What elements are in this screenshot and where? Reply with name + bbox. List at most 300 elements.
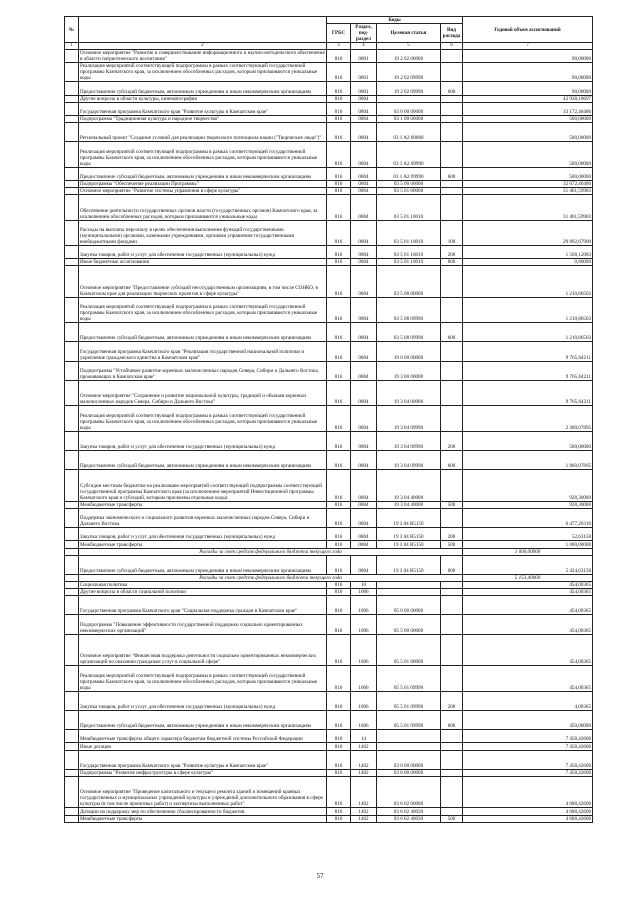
table-row [65,501,593,508]
cell-target: 05 0 00 00000 [377,596,441,615]
cell-vid [441,750,463,769]
cell-num [65,406,79,431]
cell-razdel: 1006 [351,666,377,691]
cell-vid: 600 [441,710,463,729]
cell-grbs: 816 [327,730,351,743]
cell-sum: 5 153,40000 [463,574,593,581]
page-number: 57 [316,872,324,880]
cell-target [377,743,441,750]
cell-grbs: 816 [327,195,351,220]
cell-vid [441,776,463,808]
cell-grbs: 816 [327,142,351,167]
cell-num [65,259,79,266]
cell-razdel: 0804 [351,180,377,187]
header-index-row [65,43,593,50]
cell-sum: 7 458,42600 [463,730,593,743]
cell-num [65,220,79,245]
header-vid: Вид расхода [441,24,463,43]
cell-vid: 500 [441,501,463,508]
cell-num [65,63,79,82]
cell-razdel: 0804 [351,259,377,266]
header-annual: Годовой объем ассигнований [463,17,593,43]
cell-name: Реализация мероприятий соответствующей подпрограммы в рамках соответствующей государственной программы Камчатского края, за исключением обособленных расходов, которым присваиваются уникальные коды [79,142,327,167]
cell-num [65,596,79,615]
cell-grbs: 816 [327,815,351,822]
cell-sum: 500,00000 [463,431,593,450]
cell-num [65,574,79,581]
cell-grbs: 816 [327,710,351,729]
cell-grbs: 816 [327,342,351,361]
cell-name: Подпрограмма "Развитие инфраструктуры в сфере культуры" [79,769,327,776]
cell-vid [441,743,463,750]
cell-name: Закупка товаров, работ и услуг для обеспечения государственных (муниципальных) нужд [79,528,327,541]
cell-razdel: 0804 [351,406,377,431]
cell-num [65,589,79,596]
cell-num [65,95,79,102]
cell-name: Закупка товаров, работ и услуг для обеспечения государственных (муниципальных) нужд [79,691,327,710]
cell-vid [441,361,463,380]
cell-target: 03 6 02 00000 [377,776,441,808]
table-row [65,180,593,187]
cell-sum: 29 892,67900 [463,220,593,245]
cell-vid: 600 [441,323,463,342]
cell-target: 03 0 00 00000 [377,102,441,115]
cell-vid [441,596,463,615]
cell-sum: 1 000,00000 [463,548,593,555]
cell-name: Предоставление субсидий бюджетным, автономным учреждениям и иным некоммерческим организациям [79,323,327,342]
cell-target: 19 2 02 09990 [377,82,441,95]
cell-num [65,380,79,405]
cell-name: Предоставление субсидий бюджетным, автономным учреждениям и иным некоммерческим организациям [79,710,327,729]
table-row [65,142,593,167]
table-row [65,115,593,122]
cell-name: Подпрограмма "Обеспечение реализации Программы" [79,180,327,187]
cell-vid [441,188,463,195]
cell-num [65,431,79,450]
table-row [65,167,593,180]
table-row [65,380,593,405]
cell-razdel: 0804 [351,195,377,220]
table-row [65,95,593,102]
cell-name: Социальная политика [79,581,327,588]
cell-vid: 100 [441,220,463,245]
cell-name: Иные дотации [79,743,327,750]
cell-target: 19 3 04 40000 [377,470,441,502]
cell-vid [441,63,463,82]
cell-razdel: 0804 [351,528,377,541]
cell-razdel: 0804 [351,451,377,470]
cell-grbs: 816 [327,589,351,596]
idx-4: 4 [351,43,377,50]
cell-name: Закупка товаров, работ и услуг для обеспечения государственных (муниципальных) нужд [79,431,327,450]
cell-num [65,730,79,743]
cell-sum: 928,30000 [463,470,593,502]
cell-sum: 1 210,86503 [463,323,593,342]
table-row [65,634,593,666]
cell-sum: 500,00000 [463,115,593,122]
cell-num [65,180,79,187]
cell-razdel: 1402 [351,743,377,750]
cell-num [65,123,79,142]
cell-name: Основное мероприятие "Развитие системы управления в сфере культуры" [79,188,327,195]
cell-razdel: 1006 [351,596,377,615]
table-row [65,297,593,322]
cell-target: 19 3 04 R5150 [377,555,441,574]
cell-name: Государственная программа Камчатского края "Развитие культуры в Камчатском крае" [79,750,327,769]
cell-grbs: 816 [327,769,351,776]
cell-num [65,548,79,555]
cell-num [65,297,79,322]
cell-razdel: 1402 [351,750,377,769]
cell-sum: 1 568,12083 [463,245,593,258]
cell-razdel: 0804 [351,95,377,102]
cell-name: Основное мероприятие "Развитие и совершенствование информационного и научно-методического обеспечения в области патриотического воспитания" [80,50,325,63]
cell-name: Региональный проект "Создание условий для реализации творческого потенциала нации ("Творческие люди")" [79,123,327,142]
cell-num [65,750,79,769]
cell-grbs: 816 [327,666,351,691]
cell-razdel: 0804 [351,431,377,450]
cell-grbs: 816 [327,634,351,666]
cell-num [65,323,79,342]
cell-vid [441,123,463,142]
cell-target: 05 5 01 09990 [377,691,441,710]
table-row [65,470,593,502]
budget-table [64,16,593,823]
table-row [65,102,593,115]
cell-num [65,691,79,710]
cell-grbs: 816 [327,470,351,502]
table-row [65,220,593,245]
cell-vid: 600 [441,167,463,180]
table-row [65,596,593,615]
cell-name: Реализация мероприятий соответствующей подпрограммы в рамках соответствующей государственной программы Камчатского края, за исключением обособленных расходов, которым присваиваются уникальные коды [79,406,327,431]
cell-num [65,743,79,750]
cell-grbs: 816 [327,188,351,195]
cell-vid [441,266,463,298]
cell-grbs: 816 [327,691,351,710]
cell-name: Поддержка экономического и социального развития коренных малочисленных народов Севера, Сибири и Дальнего Востока [79,508,327,527]
cell-sum: 33 172,46486 [463,102,593,115]
cell-name: Предоставление субсидий бюджетным, автономным учреждениям и иным некоммерческим организациям [79,555,327,574]
cell-razdel: 0804 [351,501,377,508]
cell-target: 05 5 01 09990 [377,666,441,691]
table-row [65,750,593,769]
table-row [65,342,593,361]
table-row [65,808,593,815]
cell-name: Реализация мероприятий соответствующей подпрограммы в рамках соответствующей государственной программы Камчатского края, за исключением обособленных расходов, которым присваиваются уникальные коды [79,297,327,322]
cell-grbs: 816 [327,451,351,470]
cell-sum: 7 458,42600 [463,769,593,776]
cell-grbs: 816 [327,380,351,405]
cell-grbs: 816 [327,102,351,115]
cell-razdel: 1402 [351,808,377,815]
cell-razdel: 0804 [351,220,377,245]
cell-razdel: 1006 [351,615,377,634]
cell-target: 03 1 00 00000 [377,115,441,122]
cell-sum: 1 000,00000 [463,541,593,548]
table-row [65,581,593,588]
cell-sum: 1 210,86503 [463,266,593,298]
table-row [65,666,593,691]
cell-num [65,581,79,588]
cell-num [65,769,79,776]
cell-sum: 52,63158 [463,528,593,541]
cell-target: 03 6 02 40030 [377,815,441,822]
cell-grbs: 816 [327,501,351,508]
cell-razdel: 0804 [351,102,377,115]
cell-grbs: 816 [327,82,351,95]
cell-num [65,361,79,380]
table-row [65,259,593,266]
cell-grbs: 816 [327,406,351,431]
cell-grbs: 816 [327,555,351,574]
cell-grbs: 816 [327,808,351,815]
cell-target: 03 5 01 10010 [377,195,441,220]
table-note-row [65,574,593,581]
cell-razdel: 0804 [351,188,377,195]
header-codes: Коды [327,17,463,24]
table-row [65,431,593,450]
cell-num [65,541,79,548]
cell-num [65,666,79,691]
cell-razdel: 1402 [351,769,377,776]
cell-name: Закупка товаров, работ и услуг для обеспечения государственных (муниципальных) нужд [79,245,327,258]
cell-razdel: 0804 [351,541,377,548]
cell-sum: 90,00000 [463,63,593,82]
cell-target: 19 3 04 09990 [377,431,441,450]
cell-grbs: 816 [327,259,351,266]
cell-razdel: 0804 [351,342,377,361]
header-grbs: ГРБС [327,24,351,43]
cell-razdel: 10 [351,581,377,588]
cell-name: Дотации на поддержку мер по обеспечению сбалансированности бюджетов [79,808,327,815]
cell-target: 05 5 01 00000 [377,634,441,666]
cell-vid [441,406,463,431]
cell-name: Подпрограмма "Традиционная культура и народное творчество" [79,115,327,122]
cell-num [65,470,79,502]
cell-target: 03 6 00 00000 [377,769,441,776]
cell-vid [441,50,463,63]
cell-vid [441,589,463,596]
cell-target: 05 5 01 09990 [377,710,441,729]
cell-target: 03 5 01 10010 [377,259,441,266]
cell-razdel: 0804 [351,142,377,167]
cell-vid [441,508,463,527]
cell-name: Государственная программа Камчатского края "Социальная поддержка граждан в Камчатском крае" [79,596,327,615]
cell-razdel: 0804 [351,508,377,527]
cell-sum: 4 688,42600 [463,808,593,815]
cell-grbs: 816 [327,361,351,380]
table-row [65,245,593,258]
cell-sum: 454,00365 [463,634,593,666]
cell-vid [441,115,463,122]
cell-sum: 2 360,07895 [463,406,593,431]
cell-target: 19 0 00 00000 [377,342,441,361]
idx-6: 6 [441,43,463,50]
header-name [79,17,327,43]
table-row [65,730,593,743]
cell-grbs: 816 [327,508,351,527]
cell-num [65,115,79,122]
cell-name: Основное мероприятие "Сохранение и развитие национальной культуры, традиций и обычаев коренных малочисленных народов Севера, Сибири и Дальнего Востока" [79,380,327,405]
table-row [65,691,593,710]
cell-razdel: 0804 [351,245,377,258]
cell-name: Межбюджетные трансферты общего характера бюджетам бюджетной системы Российской Федерации [79,730,327,743]
idx-5: 5 [377,43,441,50]
cell-num [65,808,79,815]
cell-target: 03 1 A2 09990 [377,142,441,167]
table-row [65,451,593,470]
cell-target [377,730,441,743]
cell-grbs: 816 [327,541,351,548]
cell-sum: 1 210,86503 [463,297,593,322]
cell-vid [441,342,463,361]
cell-razdel: 0804 [351,123,377,142]
table-row [65,541,593,548]
cell-name: Государственная программа Камчатского края "Развитие культуры в Камчатском крае" [79,102,327,115]
cell-vid [441,581,463,588]
table-row [65,195,593,220]
cell-name: Другие вопросы в области культуры, кинематографии [79,95,327,102]
cell-target [377,589,441,596]
table-row [65,361,593,380]
cell-target: 19 2 02 00000 [377,50,441,63]
cell-grbs: 816 [327,245,351,258]
cell-sum: 454,00365 [463,615,593,634]
cell-target: 03 5 01 10010 [377,245,441,258]
table-row [65,188,593,195]
cell-name: Основное мероприятие "Предоставление субсидий негосударственным организациям, в том числе СОНКО, в Камчатском крае для реализации творческих проектов в сфере культуры" [79,266,327,298]
cell-vid [441,634,463,666]
cell-razdel: 0804 [351,555,377,574]
cell-target: 03 5 08 00000 [377,266,441,298]
cell-razdel: 0804 [351,380,377,405]
cell-razdel: 0804 [351,323,377,342]
cell-num [65,776,79,808]
cell-sum: 450,00000 [463,710,593,729]
cell-grbs: 816 [327,581,351,588]
table-row [65,555,593,574]
cell-grbs: 816 [327,776,351,808]
table-row [65,508,593,527]
cell-target [377,581,441,588]
cell-sum: 31 461,59983 [463,188,593,195]
cell-name: Государственная программа Камчатского края "Реализация государственной национальной политики и укрепление гражданского единства в Камчатском крае" [79,342,327,361]
cell-sum: 4,00365 [463,691,593,710]
cell-vid: 200 [441,245,463,258]
cell-name: Межбюджетные трансферты [79,815,327,822]
cell-razdel: 0801 [351,82,377,95]
table-row [65,82,593,95]
cell-sum: 32 672,46486 [463,180,593,187]
cell-vid [441,666,463,691]
cell-grbs: 816 [327,297,351,322]
cell-razdel: 0801 [351,63,377,82]
cell-vid: 200 [441,528,463,541]
cell-vid: 800 [441,259,463,266]
table-row [65,406,593,431]
cell-target: 03 0 00 00000 [377,750,441,769]
cell-grbs: 816 [327,750,351,769]
table-row [65,50,593,63]
cell-vid [441,142,463,167]
table-row [65,815,593,822]
cell-grbs: 816 [327,123,351,142]
cell-target: 19 3 00 00000 [377,361,441,380]
cell-note: Расходы за счет средств федерального бюджета текущего года [79,548,463,555]
table-row [65,323,593,342]
cell-sum: 454,00365 [463,581,593,588]
cell-vid [441,730,463,743]
cell-sum: 7 458,42600 [463,750,593,769]
cell-num [65,50,79,63]
cell-name: Межбюджетные трансферты [79,501,327,508]
cell-vid: 600 [441,82,463,95]
cell-name: Межбюджетные трансферты [79,541,327,548]
table-row [65,710,593,729]
cell-name: Расходы на выплаты персоналу в целях обеспечения выполнения функций государственными (муниципальными) органами, казенными учреждениями, органами управления государственными внебюджетными фондами [79,220,327,245]
cell-name: Подпрограмма "Устойчивое развитие коренных малочисленных народов Севера, Сибири и Дальнего Востока, проживающих в Камчатском крае" [79,361,327,380]
cell-num [65,266,79,298]
cell-vid: 200 [441,691,463,710]
table-row [65,123,593,142]
cell-grbs: 816 [327,115,351,122]
cell-name: Основное мероприятие "Финансовая поддержка деятельности социально ориентированных некоммерческих организаций по оказанию гражданам услуг в социальной сфере" [79,634,327,666]
cell-grbs: 816 [327,431,351,450]
header-row-top [65,17,593,24]
cell-razdel: 1006 [351,589,377,596]
cell-name: Обеспечение деятельности государственных органов власти (государственных органов) Камчатского края, за исключением обособленных расходов, которым присваиваются уникальные коды [79,195,327,220]
cell-num [65,815,79,822]
cell-razdel: 0804 [351,297,377,322]
cell-num [65,195,79,220]
cell-num [65,634,79,666]
cell-razdel: 1006 [351,691,377,710]
cell-sum: 4 688,42600 [463,815,593,822]
cell-vid: 500 [441,541,463,548]
cell-target: 03 5 01 00000 [377,188,441,195]
cell-vid [441,102,463,115]
cell-sum: 454,00365 [463,589,593,596]
cell-razdel: 0804 [351,266,377,298]
cell-target: 19 3 04 09990 [377,451,441,470]
cell-sum: 31 461,59983 [463,195,593,220]
cell-num [65,82,79,95]
cell-razdel: 0804 [351,470,377,502]
cell-target: 19 3 04 00000 [377,380,441,405]
cell-vid [441,470,463,502]
cell-grbs: 816 [327,220,351,245]
cell-name: Реализация мероприятий соответствующей подпрограммы в рамках соответствующей государственной программы Камчатского края, за исключением обособленных расходов, которым присваиваются уникальные коды [79,63,327,82]
table-note-row [65,548,593,555]
cell-vid: 600 [441,555,463,574]
idx-1: 1 [65,43,79,50]
cell-vid [441,297,463,322]
cell-grbs: 816 [327,596,351,615]
cell-sum: 9 765,64211 [463,380,593,405]
cell-razdel: 0804 [351,115,377,122]
cell-razdel: 1402 [351,815,377,822]
table-row [65,769,593,776]
cell-num [65,508,79,527]
cell-sum: 928,30000 [463,501,593,508]
table-row [65,743,593,750]
cell-target [377,95,441,102]
cell-vid [441,380,463,405]
cell-sum: 0,80000 [463,259,593,266]
cell-grbs: 816 [327,743,351,750]
cell-name: Субсидии местным бюджетам на реализацию мероприятий соответствующей подпрограммы соответствующей государственной программы Камчатского края (за исключением мероприятий Инвестиционной программы Камчатского края и субсидий, которым присвоены отдельные коды) [79,470,327,502]
